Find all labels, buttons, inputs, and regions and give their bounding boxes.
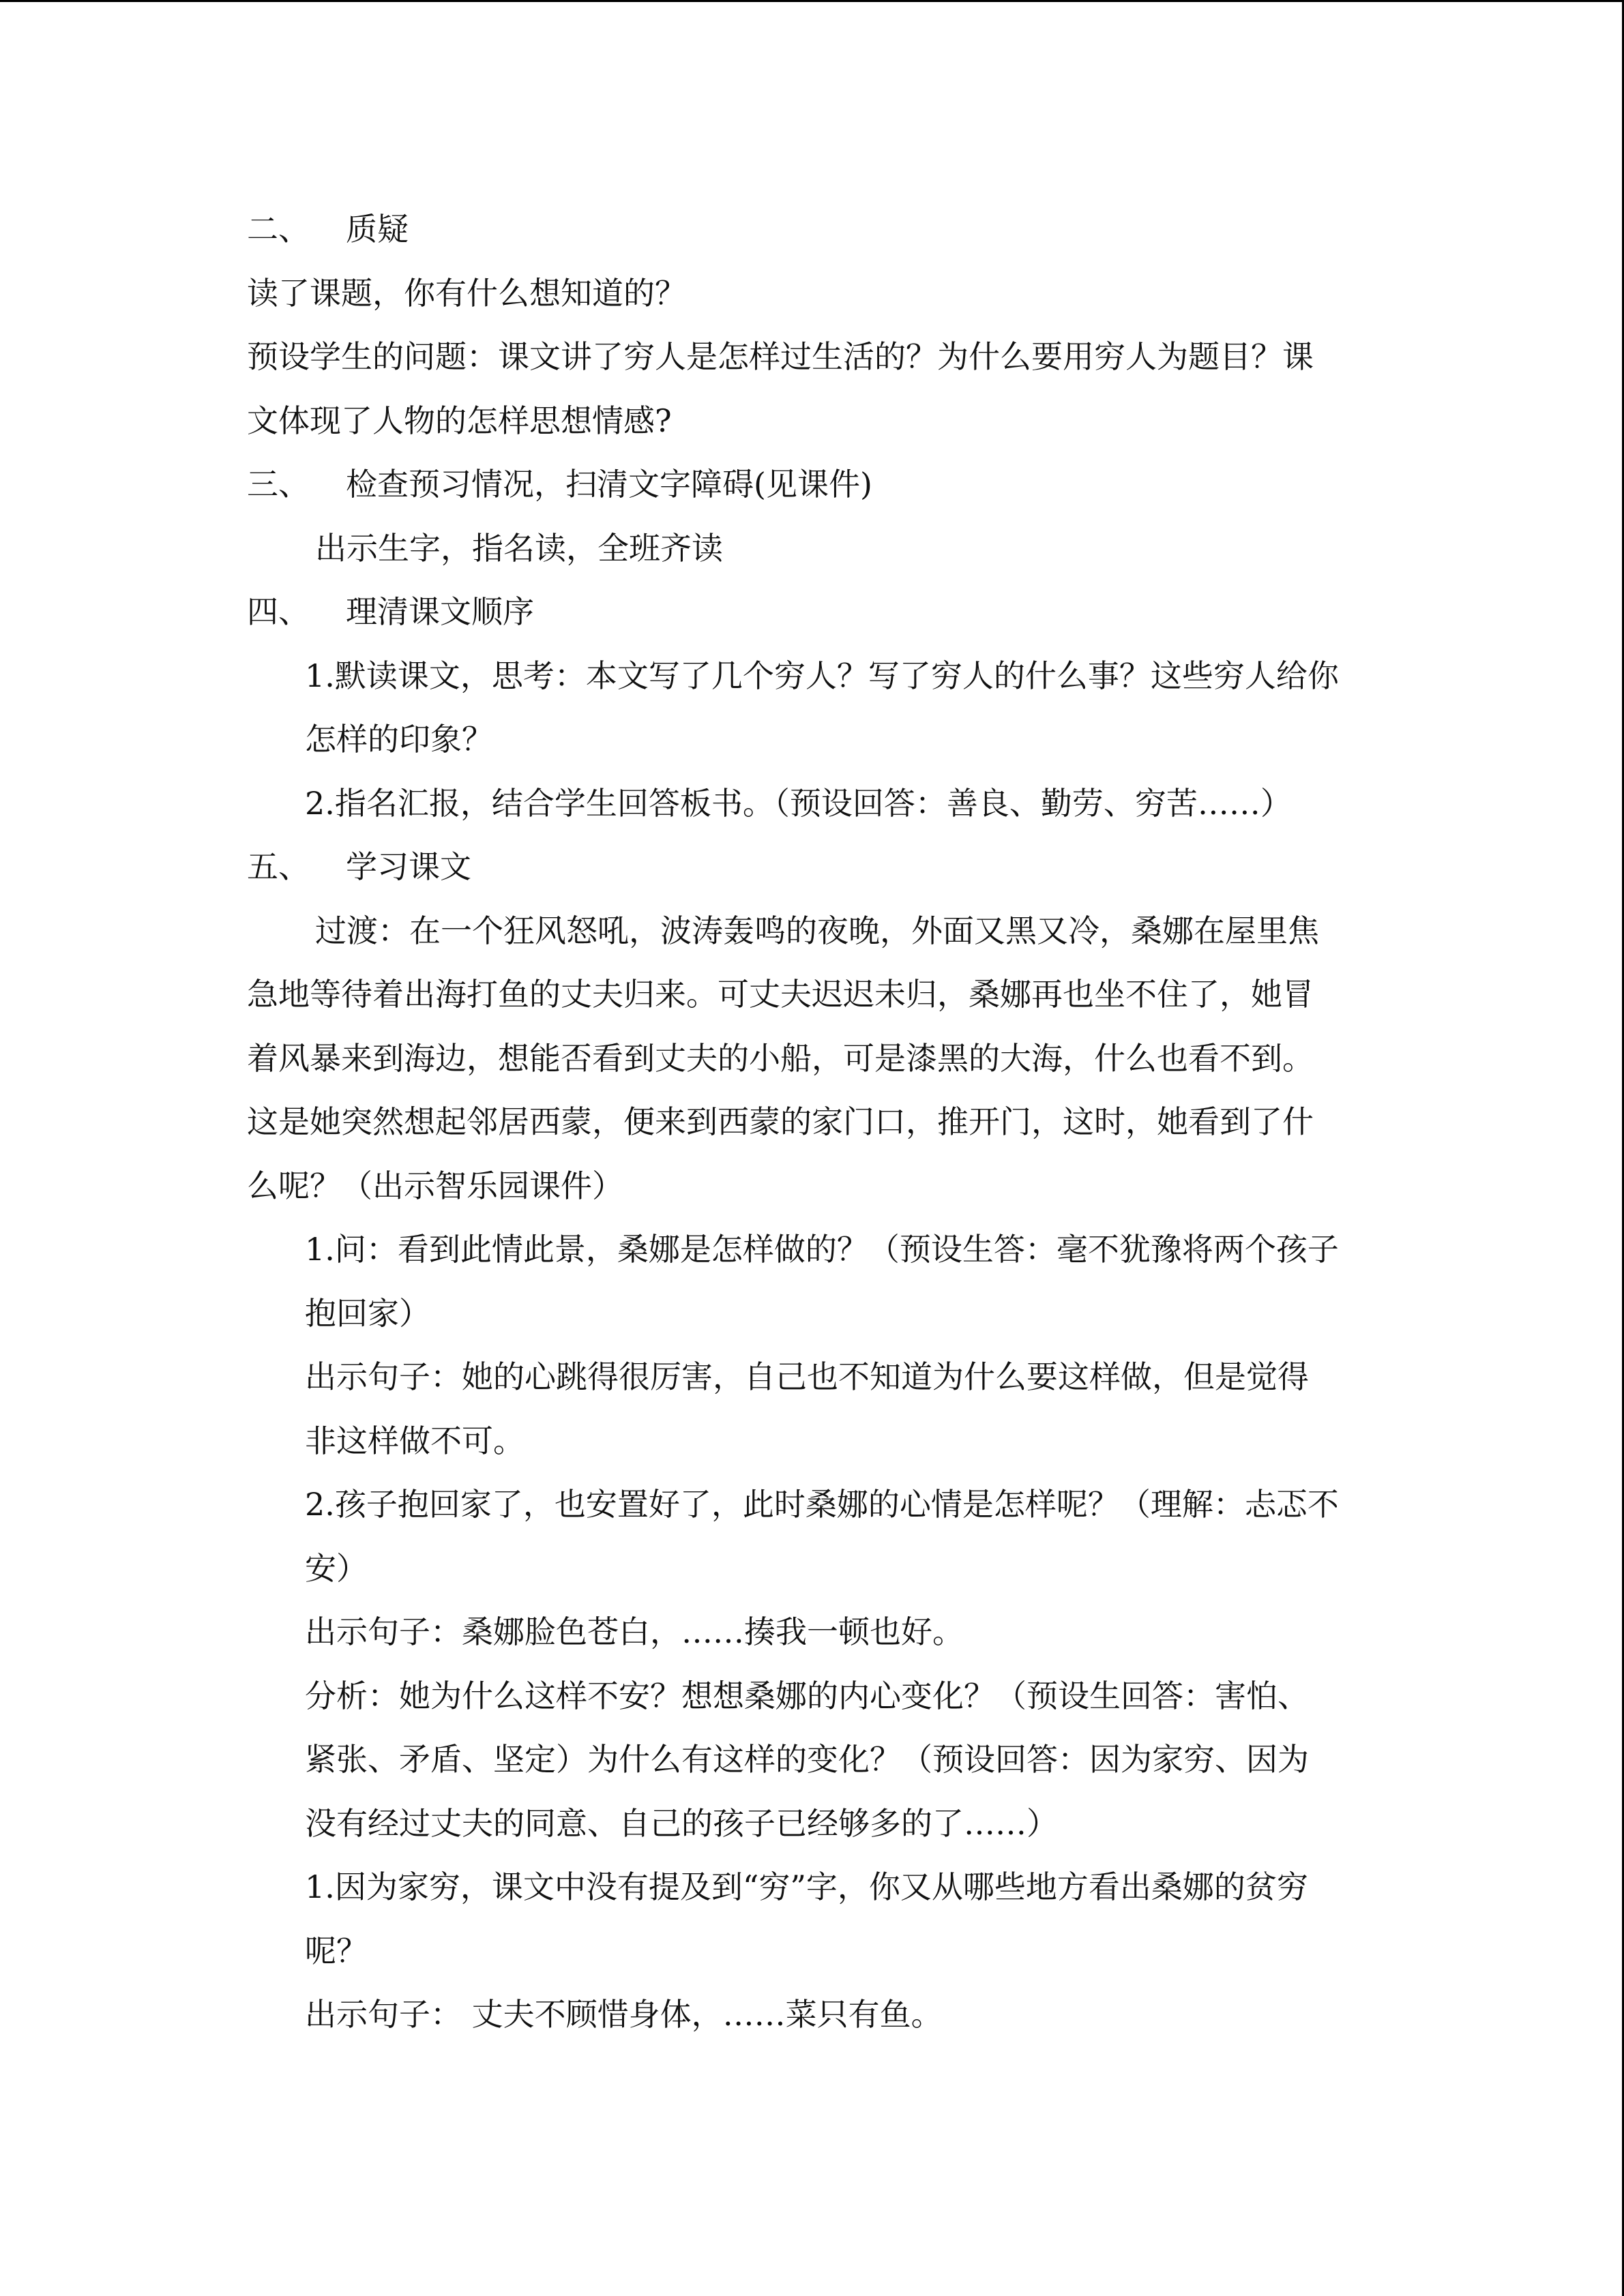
paragraph-line: 读了课题，你有什么想知道的？ [247,274,686,312]
page-border-top [0,0,1624,2]
section-number: 三、 [247,466,310,503]
section-title: 质疑 [346,211,409,248]
section-heading [247,198,1379,262]
list-item-line: 2.指名汇报，结合学生回答板书。（预设回答：善良、勤劳、穷苦……） [305,784,1292,822]
paragraph-line: 急地等待着出海打鱼的丈夫归来。可丈夫迟迟未归，桑娜再也坐不住了，她冒 [247,976,1314,1013]
section-title: 检查预习情况，扫清文字障碍(见课件) [346,466,872,503]
paragraph-line: 出示生字，指名读，全班齐读 [315,529,723,567]
section-number: 四、 [247,593,310,630]
list-item-line: 出示句子：桑娜脸色苍白，……揍我一顿也好。 [305,1613,964,1650]
list-item-line: 1.因为家穷，课文中没有提及到“穷”字，你又从哪些地方看出桑娜的贫穷 [305,1868,1308,1905]
paragraph-line: 这是她突然想起邻居西蒙，便来到西蒙的家门口，推开门，这时，她看到了什 [247,1103,1314,1140]
document-body [247,198,1379,2047]
list-item-line: 紧张、矛盾、坚定）为什么有这样的变化？（预设回答：因为家穷、因为 [305,1741,1309,1778]
section-number: 二、 [247,211,310,248]
list-item-line: 2.孩子抱回家了，也安置好了，此时桑娜的心情是怎样呢？（理解：忐忑不 [305,1486,1339,1523]
paragraph-line: 预设学生的问题：课文讲了穷人是怎样过生活的？为什么要用穷人为题目？课 [247,338,1314,375]
list-item-line: 1.默读课文，思考：本文写了几个穷人？写了穷人的什么事？这些穷人给你 [305,657,1339,694]
list-item-line: 安） [305,1549,368,1587]
list-item-line: 出示句子： 丈夫不顾惜身体，……菜只有鱼。 [305,1996,943,2033]
list-item-line: 1.问：看到此情此景，桑娜是怎样做的？（预设生答：毫不犹豫将两个孩子 [305,1231,1339,1268]
list-item-line: 非这样做不可。 [305,1422,525,1459]
list-item-line: 怎样的印象？ [305,721,493,758]
paragraph-line: 过渡：在一个狂风怒吼，波涛轰鸣的夜晚，外面又黑又冷，桑娜在屋里焦 [315,912,1319,949]
list-item-line: 分析：她为什么这样不安？想想桑娜的内心变化？（预设生回答：害怕、 [305,1677,1309,1714]
list-item-line: 呢？ [305,1932,368,1969]
section-heading [247,453,1379,517]
paragraph-line: 文体现了人物的怎样思想情感? [247,402,672,439]
list-item-line: 抱回家） [305,1294,430,1332]
paragraph-line: 着风暴来到海边，想能否看到丈夫的小船，可是漆黑的大海，什么也看不到。 [247,1039,1314,1077]
section-number: 五、 [247,848,310,885]
section-heading [247,835,1379,899]
section-title: 学习课文 [346,848,471,885]
section-title: 理清课文顺序 [346,593,534,630]
list-item-line: 出示句子：她的心跳得很厉害，自己也不知道为什么要这样做，但是觉得 [305,1358,1309,1395]
paragraph-line: 么呢？（出示智乐园课件） [247,1167,623,1204]
list-item-line: 没有经过丈夫的同意、自己的孩子已经够多的了……） [305,1804,1058,1842]
section-heading [247,580,1379,644]
